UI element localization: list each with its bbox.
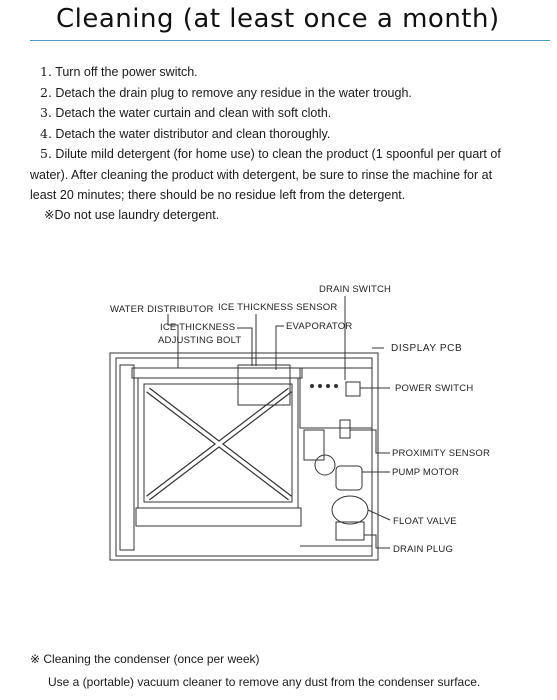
step-text: water). After cleaning the product with detergent, be sure to rinse the machine for at — [30, 167, 493, 182]
step-text: least 20 minutes; there should be no residue left from the detergent. — [30, 188, 406, 202]
label-drain-switch: DRAIN SWITCH — [319, 284, 392, 295]
leader-evaporator — [276, 326, 284, 370]
step-text: Turn off the power switch. — [55, 65, 198, 79]
step-5 — [30, 144, 550, 165]
leader-float-valve — [368, 510, 390, 520]
condenser-note-heading: ※ Cleaning the condenser (once per week) — [30, 652, 260, 666]
ice-maker-diagram — [0, 270, 557, 570]
pump-motor-body — [336, 466, 362, 490]
step-number: 1. — [40, 64, 52, 79]
label-float-valve: FLOAT VALVE — [393, 516, 457, 527]
label-evaporator: EVAPORATOR — [286, 321, 353, 332]
label-adjusting-bolt-line1: ICE THICKNESS — [160, 322, 236, 333]
display-pcb-box — [300, 368, 372, 428]
step-5-continued — [30, 165, 550, 186]
label-water-distributor: WATER DISTRIBUTOR — [110, 304, 214, 315]
step-5-continued — [30, 185, 550, 206]
panel-dot — [319, 385, 322, 388]
x-brace-inner — [148, 390, 290, 498]
step-1 — [30, 62, 550, 83]
label-drain-plug: DRAIN PLUG — [393, 544, 454, 555]
cleaning-steps — [30, 62, 550, 206]
step-number: 2. — [40, 84, 52, 100]
label-ice-thickness-sensor: ICE THICKNESS SENSOR — [218, 302, 338, 313]
label-pump-motor: PUMP MOTOR — [392, 467, 460, 478]
label-power-switch: POWER SWITCH — [395, 383, 474, 394]
panel-dot — [311, 385, 314, 388]
drain-plug-body — [336, 522, 364, 540]
title-divider — [30, 40, 550, 41]
page-title: Cleaning (at least once a month) — [56, 4, 500, 34]
warning-note: ※Do not use laundry detergent. — [44, 208, 220, 222]
step-text: Detach the drain plug to remove any residue in the water trough. — [55, 85, 412, 100]
panel-dot — [335, 385, 338, 388]
side-panel — [120, 365, 134, 550]
step-text: Dilute mild detergent (for home use) to clean the product (1 spoonful per quart of — [55, 147, 501, 161]
proximity-sensor-box — [340, 420, 350, 438]
label-adjusting-bolt-line2: ADJUSTING BOLT — [158, 335, 242, 346]
panel-dot — [327, 385, 330, 388]
leader-adjusting-bolt — [237, 328, 252, 366]
leader-proximity — [350, 430, 390, 453]
step-4 — [30, 124, 550, 145]
step-2 — [30, 83, 550, 104]
power-switch-box — [346, 382, 360, 396]
step-number: 4. — [40, 125, 52, 141]
label-proximity-sensor: PROXIMITY SENSOR — [392, 448, 491, 459]
proximity-sensor-disc — [315, 455, 335, 475]
water-trough — [136, 508, 301, 526]
condenser-note-text: Use a (portable) vacuum cleaner to remove any dust from the condenser surface. — [48, 675, 481, 689]
float-valve-body — [332, 496, 368, 524]
label-display-pcb: DISPLAY PCB — [391, 343, 463, 354]
step-text: Detach the water distributor and clean thoroughly. — [55, 126, 331, 141]
step-number: 5. — [40, 146, 52, 161]
step-3 — [30, 103, 550, 124]
step-text: Detach the water curtain and clean with soft cloth. — [55, 106, 332, 120]
step-number: 3. — [40, 105, 52, 120]
